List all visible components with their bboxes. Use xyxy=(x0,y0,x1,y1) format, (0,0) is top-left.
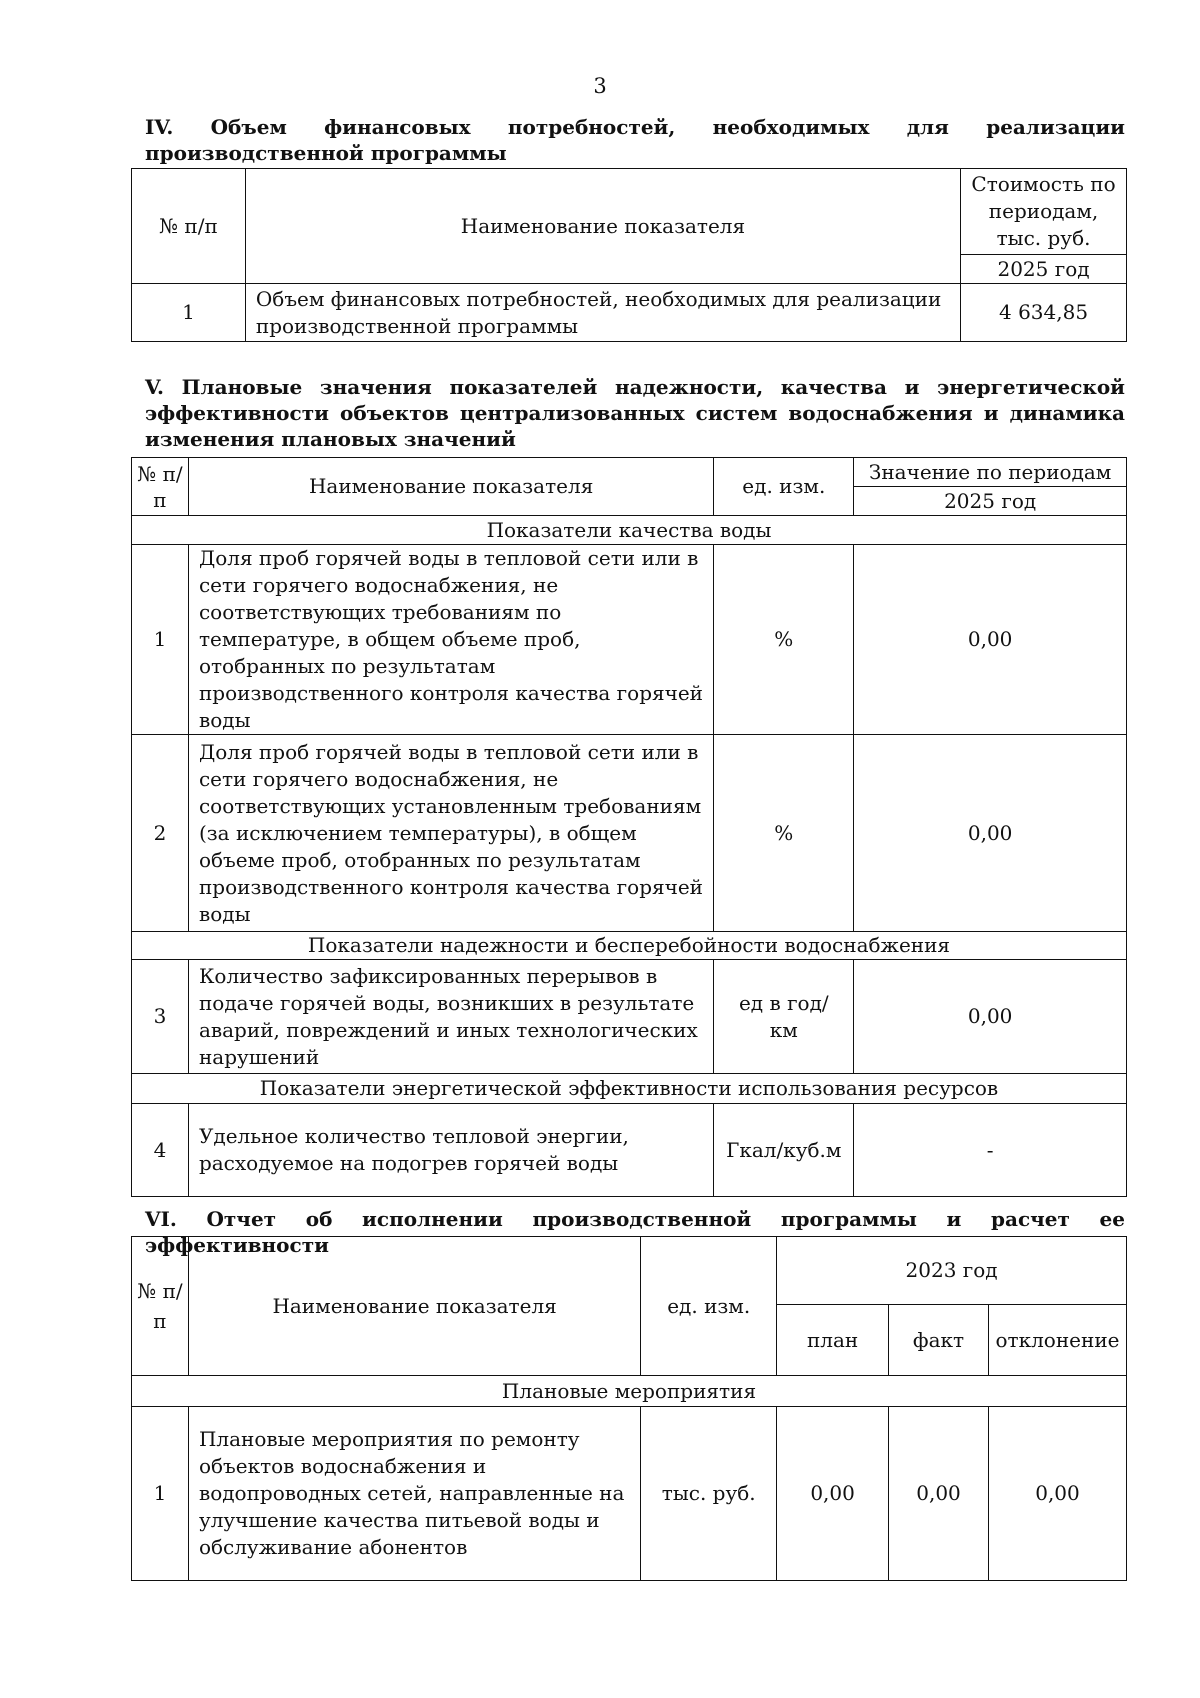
col-header-num: № п/п xyxy=(132,169,246,284)
table-row xyxy=(132,1104,1127,1197)
row-name: Количество зафиксированных перерывов в подаче горячей воды, возникших в результате аварий, повреждений и иных технологических нарушений xyxy=(188,960,713,1074)
reliability-indicators-table xyxy=(131,457,1127,1197)
group-header-planned-activities: Плановые мероприятия xyxy=(132,1376,1127,1407)
col-header-year: 2023 год xyxy=(777,1237,1127,1305)
row-unit: % xyxy=(714,545,854,735)
row-fact: 0,00 xyxy=(889,1407,989,1581)
row-value: 4 634,85 xyxy=(961,284,1127,342)
program-report-table xyxy=(131,1236,1127,1581)
row-num: 3 xyxy=(132,960,189,1074)
col-header-fact: факт xyxy=(889,1305,989,1376)
row-value: 0,00 xyxy=(854,960,1127,1074)
row-name: Объем финансовых потребностей, необходимых для реализации производственной программы xyxy=(245,284,960,342)
col-header-unit: ед. изм. xyxy=(714,458,854,516)
col-header-deviation: отклонение xyxy=(988,1305,1126,1376)
section-6-title: VI. Отчет об исполнении производственной программы и расчет ее эффективности xyxy=(145,1207,1125,1257)
col-header-name: Наименование показателя xyxy=(188,458,713,516)
group-header-reliability: Показатели надежности и бесперебойности водоснабжения xyxy=(132,932,1127,960)
row-unit: Гкал/куб.м xyxy=(714,1104,854,1197)
table-row xyxy=(132,960,1127,1074)
table-row xyxy=(132,284,1127,342)
table-row xyxy=(132,1407,1127,1581)
row-num: 2 xyxy=(132,735,189,932)
group-header-water-quality: Показатели качества воды xyxy=(132,516,1127,545)
row-unit: % xyxy=(714,735,854,932)
col-header-year: 2025 год xyxy=(961,255,1127,284)
row-plan: 0,00 xyxy=(777,1407,889,1581)
col-header-unit: ед. изм. xyxy=(641,1237,777,1376)
page-number: 3 xyxy=(593,74,607,98)
row-num: 4 xyxy=(132,1104,189,1197)
col-header-period: Значение по периодам xyxy=(854,458,1127,487)
row-name: Доля проб горячей воды в тепловой сети или в сети горячего водоснабжения, не соответствующих установленным требованиям (за исключением температуры), в общем объеме проб, отобранных по результатам производственного контроля качества горячей воды xyxy=(188,735,713,932)
row-name: Плановые мероприятия по ремонту объектов водоснабжения и водопроводных сетей, направленные на улучшение качества питьевой воды и обслуживание абонентов xyxy=(188,1407,640,1581)
row-value: 0,00 xyxy=(854,735,1127,932)
financial-needs-table xyxy=(131,168,1127,342)
row-deviation: 0,00 xyxy=(988,1407,1126,1581)
col-header-name: Наименование показателя xyxy=(245,169,960,284)
group-header-energy-efficiency: Показатели энергетической эффективности использования ресурсов xyxy=(132,1074,1127,1104)
row-name: Удельное количество тепловой энергии, расходуемое на подогрев горячей воды xyxy=(188,1104,713,1197)
row-unit: тыс. руб. xyxy=(641,1407,777,1581)
row-num: 1 xyxy=(132,1407,189,1581)
col-header-num: № п/п xyxy=(132,1237,189,1376)
row-value: 0,00 xyxy=(854,545,1127,735)
col-header-plan: план xyxy=(777,1305,889,1376)
section-5-title: V. Плановые значения показателей надежности, качества и энергетической эффективности объектов централизованных систем водоснабжения и динамика изменения плановых значений xyxy=(145,375,1125,451)
col-header-num: № п/п xyxy=(132,458,189,516)
col-header-name: Наименование показателя xyxy=(188,1237,640,1376)
row-unit: ед в год/ км xyxy=(714,960,854,1074)
row-name: Доля проб горячей воды в тепловой сети или в сети горячего водоснабжения, не соответствующих требованиям по температуре, в общем объеме проб, отобранных по результатам производственного контроля качества горячей воды xyxy=(188,545,713,735)
row-num: 1 xyxy=(132,284,246,342)
table-row xyxy=(132,545,1127,735)
col-header-cost: Стоимость по периодам, тыс. руб. xyxy=(961,169,1127,255)
row-value: - xyxy=(854,1104,1127,1197)
table-row xyxy=(132,735,1127,932)
col-header-year: 2025 год xyxy=(854,487,1127,516)
row-num: 1 xyxy=(132,545,189,735)
section-4-title: IV. Объем финансовых потребностей, необходимых для реализации производственной программы xyxy=(145,115,1125,165)
